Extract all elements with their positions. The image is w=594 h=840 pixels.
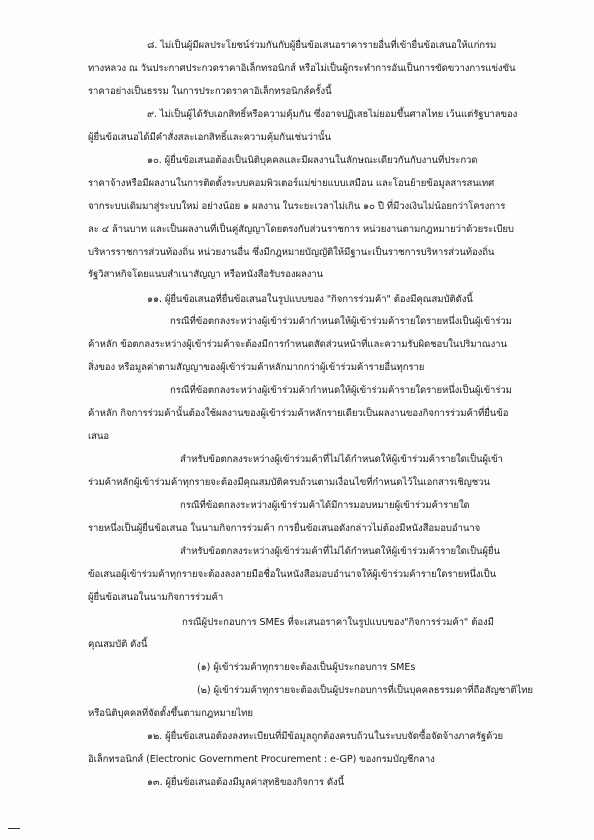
text-line: ค้าหลัก ข้อตกลงระหว่างผู้เข้าร่วมค้าจะต้องมีการกำหนดสัดส่วนหน้าที่และความรับผิดชอบในปริมาณงาน — [88, 339, 507, 350]
text-line: รัฐวิสาหกิจโดยแนบสำเนาสัญญา หรือหนังสือรับรองผลงาน — [88, 269, 324, 280]
text-line: สำหรับข้อตกลงระหว่างผู้เข้าร่วมค้าที่ไม่ได้กำหนดให้ผู้เข้าร่วมค้ารายใดเป็นผู้ยื่น — [180, 546, 500, 557]
text-line: ผู้ยื่นข้อเสนอได้มีคำสั่งสละเอกสิทธิ์และความคุ้มกันเช่นว่านั้น — [88, 132, 331, 143]
text-line: จากระบบเดิมมาสู่ระบบใหม่ อย่างน้อย ๑ ผลงาน ในระยะเวลาไม่เกิน ๑๐ ปี ที่มีวงเงินไม่น้อยกว่าโครงการ — [88, 201, 506, 212]
text-line: (๑) ผู้เข้าร่วมค้าทุกรายจะต้องเป็นผู้ประกอบการ SMEs — [197, 662, 416, 673]
text-line: ราคาจ้างหรือมีผลงานในการติดตั้งระบบคอมพิวเตอร์แม่ข่ายแบบเสมือน และโอนย้ายข้อมูลสารสนเทศ — [88, 178, 495, 189]
text-line: ราคาอย่างเป็นธรรม ในการประกวดราคาอิเล็กทรอนิกส์ครั้งนี้ — [88, 86, 332, 97]
text-line: กรณีที่ข้อตกลงระหว่างผู้เข้าร่วมค้าได้มีการมอบหมายผู้เข้าร่วมค้ารายใด — [180, 500, 470, 511]
text-line: กรณีผู้ประกอบการ SMEs ที่จะเสนอราคาในรูปแบบของ"กิจการร่วมค้า" ต้องมี — [182, 617, 494, 628]
text-line: ละ ๔ ล้านบาท และเป็นผลงานที่เป็นคู่สัญญาโดยตรงกับส่วนราชการ หน่วยงานตามกฎหมายว่าด้วยระเบียบ — [88, 224, 514, 235]
text-line: ข้อเสนอผู้เข้าร่วมค้าทุกรายจะต้องลงลายมือชื่อในหนังสือมอบอำนาจให้ผู้เข้าร่วมค้ารายใดรายหนึ่งเป็น — [88, 569, 497, 580]
text-line: ร่วมค้าหลักผู้เข้าร่วมค้าทุกรายจะต้องมีคุณสมบัติครบถ้วนตามเงื่อนไขที่กำหนดไว้ในเอกสารเชิญชวน — [88, 477, 490, 488]
text-line: กรณีที่ข้อตกลงระหว่างผู้เข้าร่วมค้ากำหนดให้ผู้เข้าร่วมค้ารายใดรายหนึ่งเป็นผู้เข้าร่วม — [170, 385, 512, 396]
text-line: ผู้ยื่นข้อเสนอในนามกิจการร่วมค้า — [88, 592, 224, 603]
page-corner-mark — [8, 828, 20, 835]
text-line: สำหรับข้อตกลงระหว่างผู้เข้าร่วมค้าที่ไม่ได้กำหนดให้ผู้เข้าร่วมค้ารายใดเป็นผู้เข้า — [180, 454, 503, 465]
text-line: ค้าหลัก กิจการร่วมค้านั้นต้องใช้ผลงานของผู้เข้าร่วมค้าหลักรายเดียวเป็นผลงานของกิจการร่วมค้าที่ยื่นข้อ — [88, 408, 509, 419]
text-line: ๑๓. ผู้ยื่นข้อเสนอต้องมีมูลค่าสุทธิของกิจการ ดังนี้ — [147, 777, 345, 788]
text-line: (๒) ผู้เข้าร่วมค้าทุกรายจะต้องเป็นผู้ประกอบการที่เป็นบุคคลธรรมดาที่ถือสัญชาติไทย — [197, 685, 533, 696]
text-line: ๙. ไม่เป็นผู้ได้รับเอกสิทธิ์หรือความคุ้มกัน ซึ่งอาจปฏิเสธไม่ยอมขึ้นศาลไทย เว้นแต่รัฐบาลของ — [147, 109, 518, 120]
text-line: ๑๑. ผู้ยื่นข้อเสนอที่ยื่นข้อเสนอในรูปแบบของ "กิจการร่วมค้า" ต้องมีคุณสมบัติดังนี้ — [147, 294, 473, 305]
text-line: บริหารราชการส่วนท้องถิ่น หน่วยงานอื่น ซึ่งมีกฎหมายบัญญัติให้มีฐานะเป็นราชการบริหารส่วนท้องถิ่น — [88, 247, 495, 258]
text-line: สิ่งของ หรือมูลค่าตามสัญญาของผู้เข้าร่วมค้าหลักมากกว่าผู้เข้าร่วมค้ารายอื่นทุกราย — [88, 362, 425, 373]
text-line: ๑๐. ผู้ยื่นข้อเสนอต้องเป็นนิติบุคคลและมีผลงานในลักษณะเดียวกันกับงานที่ประกวด — [147, 155, 478, 166]
text-line: ทางหลวง ณ วันประกาศประกวดราคาอิเล็กทรอนิกส์ หรือไม่เป็นผู้กระทำการอันเป็นการขัดขวางการแข่งขัน — [88, 63, 516, 74]
text-line: ๑๒. ผู้ยื่นข้อเสนอต้องลงทะเบียนที่มีข้อมูลถูกต้องครบถ้วนในระบบจัดซื้อจัดจ้างภาครัฐด้วย — [147, 731, 504, 742]
text-line: รายหนึ่งเป็นผู้ยื่นข้อเสนอ ในนามกิจการร่วมค้า การยื่นข้อเสนอดังกล่าวไม่ต้องมีหนังสือมอบอำนาจ — [88, 523, 481, 534]
text-line: ๘. ไม่เป็นผู้มีผลประโยชน์ร่วมกันกับผู้ยื่นข้อเสนอราคารายอื่นที่เข้ายื่นข้อเสนอให้แก่กรม — [147, 40, 497, 51]
text-line: กรณีที่ข้อตกลงระหว่างผู้เข้าร่วมค้ากำหนดให้ผู้เข้าร่วมค้ารายใดรายหนึ่งเป็นผู้เข้าร่วม — [170, 316, 512, 327]
text-line: เสนอ — [88, 431, 110, 442]
text-line: คุณสมบัติ ดังนี้ — [88, 639, 148, 650]
text-line: หรือนิติบุคคลที่จัดตั้งขึ้นตามกฎหมายไทย — [88, 708, 253, 719]
text-line: อิเล็กทรอนิกส์ (Electronic Government Procurement : e-GP) ของกรมบัญชีกลาง — [88, 754, 435, 765]
